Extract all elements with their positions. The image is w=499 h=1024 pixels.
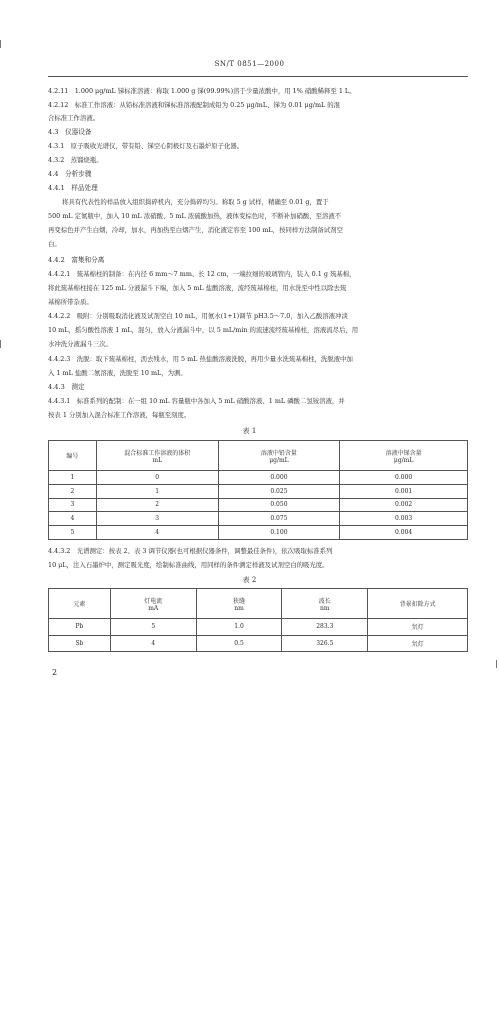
para-4-4-1-line3: 再变棕色并产生白烟，冷却，加水，再加热至白烟产生，消化液定容至 100 mL，按同样方法制备试剂空 xyxy=(48,226,343,234)
table-cell: 0.025 xyxy=(218,484,340,498)
table-1-header-row xyxy=(49,441,468,471)
table-cell: Pb xyxy=(49,619,111,636)
table-cell: 1 xyxy=(96,484,218,498)
table-row xyxy=(49,484,468,498)
table-cell: 0.050 xyxy=(218,498,340,512)
table-1-header-sb: 溶液中锑含量 μg/mL xyxy=(340,441,468,471)
table-cell: 2 xyxy=(49,484,97,498)
table-cell: 0.100 xyxy=(218,526,340,540)
table-row xyxy=(49,498,468,512)
header-rule xyxy=(48,76,468,77)
section-4-4-1-heading: 4.4.1 样品处理 xyxy=(48,184,98,192)
table-cell: 5 xyxy=(110,619,196,636)
clause-4-4-2-3-line2: 入 1 mL 盐酸二氨溶液，洗脱至 10 mL，为测。 xyxy=(48,369,187,377)
clause-4-4-3-1-line1: 4.4.3.1 标准系列的配制：在一组 10 mL 容量瓶中各加入 5 mL 硝酸溶液、1 mL 磷酸二氢铵溶液，并 xyxy=(48,397,345,405)
table-cell: 0.000 xyxy=(218,471,340,485)
clause-4-4-2-2-line1: 4.4.2.2 吸附：分别吸取消化液及试剂空白 10 mL，用氨水(1+1)调节 pH3.5～7.0，加入乙酸溶液冲淡 xyxy=(48,312,348,320)
standard-number-header: SN/T 0851—2000 xyxy=(214,60,285,68)
table-cell: Sb xyxy=(49,635,111,652)
table-cell: 0.075 xyxy=(218,512,340,526)
table-cell: 283.3 xyxy=(282,619,368,636)
clause-4-3-2: 4.3.2 蒸馏烧瓶。 xyxy=(48,156,103,164)
table-cell: 3 xyxy=(49,498,97,512)
table-row xyxy=(49,619,468,636)
section-4-4-heading: 4.4 分析步骤 xyxy=(48,170,92,178)
table-cell: 氘灯 xyxy=(368,635,468,652)
table-2-header-row xyxy=(49,589,468,619)
margin-mark xyxy=(0,40,1,48)
section-4-4-2-heading: 4.4.2 富集和分离 xyxy=(48,256,105,264)
table-cell: 1 xyxy=(49,471,97,485)
para-4-4-1-line1: 将具有代表性的样品放入组织捣碎机内，充分捣碎均匀。称取 5 g 试样，精确至 0.01 g，置于 xyxy=(62,198,329,206)
table-cell: 0.5 xyxy=(196,635,282,652)
table-cell: 0.002 xyxy=(340,498,468,512)
table-row xyxy=(49,526,468,540)
table-cell: 1.0 xyxy=(196,619,282,636)
table-cell: 0 xyxy=(96,471,218,485)
table-cell: 2 xyxy=(96,498,218,512)
table-2-header-element: 元素 xyxy=(49,589,111,619)
table-cell: 0.001 xyxy=(340,484,468,498)
table-cell: 4 xyxy=(49,512,97,526)
table-1-header-volume: 混合标准工作溶液的体积 mL xyxy=(96,441,218,471)
table-cell: 4 xyxy=(110,635,196,652)
table-2-header-lamp-current: 灯电流 mA xyxy=(110,589,196,619)
clause-4-3-1: 4.3.1 原子吸收光谱仪，带有铅、锑空心阴极灯及石墨炉原子化器。 xyxy=(48,142,244,150)
clause-4-2-11: 4.2.11 1.000 μg/mL 锑标准溶液：称取 1.000 g 锑(99.99%)溶于少量浓酸中，用 1% 硝酸稀释至 1 L。 xyxy=(48,87,356,95)
table-1-header-no: 编号 xyxy=(49,441,97,471)
clause-4-2-12-cont: 合标准工作溶液。 xyxy=(48,114,100,122)
table-cell: 4 xyxy=(96,526,218,540)
table-cell: 氘灯 xyxy=(368,619,468,636)
margin-mark xyxy=(0,340,1,348)
clause-4-4-2-3-line1: 4.4.2.3 洗脱：取下巯基棉柱，沥去残水，用 5 mL 热盐酸溶液洗脱，再用少量水洗巯基棉柱，洗脱液中加 xyxy=(48,355,353,363)
clause-4-4-3-2-line2: 10 μL，注入石墨炉中，测定吸光度，绘制标准曲线，用同样的条件测定样液及试剂空白的吸光度。 xyxy=(48,561,329,569)
clause-4-4-2-1-line3: 基棉所带杂质。 xyxy=(48,298,93,306)
table-1 xyxy=(48,440,468,540)
table-1-caption: 表 1 xyxy=(242,427,257,435)
clause-4-4-2-2-line3: 水冲洗分液漏斗三次。 xyxy=(48,340,112,348)
table-2-caption: 表 2 xyxy=(242,576,257,584)
section-4-4-3-heading: 4.4.3 测定 xyxy=(48,383,85,391)
para-4-4-1-line4: 白。 xyxy=(48,240,61,248)
table-cell: 0.004 xyxy=(340,526,468,540)
table-cell: 5 xyxy=(49,526,97,540)
table-cell: 0.000 xyxy=(340,471,468,485)
clause-4-4-2-2-line2: 10 mL，摇匀酸性溶液 1 mL，混匀，放入分液漏斗中，以 5 mL/min 的流速流经巯基棉柱，溶液流尽后，用 xyxy=(48,326,359,334)
table-row xyxy=(49,512,468,526)
table-2 xyxy=(48,588,468,652)
margin-mark xyxy=(496,660,497,668)
table-2-header-slit: 狭缝 nm xyxy=(196,589,282,619)
table-row xyxy=(49,635,468,652)
table-2-header-background: 背景扣除方式 xyxy=(368,589,468,619)
clause-4-4-2-1-line1: 4.4.2.1 巯基棉柱的制备：在内径 6 mm～7 mm、长 12 cm，一端拉细的玻璃管内，装入 0.1 g 巯基棉， xyxy=(48,270,356,278)
page-number: 2 xyxy=(52,668,58,677)
clause-4-2-12: 4.2.12 标准工作溶液：从铅标准溶液和锑标准溶液配制成铅为 0.25 μg/mL、锑为 0.01 μg/mL 的混 xyxy=(48,101,341,109)
table-cell: 3 xyxy=(96,512,218,526)
para-4-4-1-line2: 500 mL 定氮瓶中，加入 10 mL 浓硝酸、5 mL 浓硫酸加热，液体变棕色时，不断补加硝酸，至溶液不 xyxy=(48,212,342,220)
table-cell: 326.5 xyxy=(282,635,368,652)
table-2-header-wavelength: 波长 nm xyxy=(282,589,368,619)
table-cell: 0.003 xyxy=(340,512,468,526)
clause-4-4-3-2-line1: 4.4.3.2 光谱测定：按表 2、表 3 调节仪器(也可根据仪器条件，调整最佳条件)，依次吸取标准系列 xyxy=(48,547,333,555)
table-row xyxy=(49,471,468,485)
section-4-3-heading: 4.3 仪器设备 xyxy=(48,128,92,136)
clause-4-4-3-1-line2: 按表 1 分别加入混合标准工作溶液，每瓶至刻度。 xyxy=(48,411,191,419)
clause-4-4-2-1-line2: 将此巯基棉柱接在 125 mL 分液漏斗下端，加入 5 mL 盐酸溶液，流经巯基棉柱，用水洗至中性以除去巯 xyxy=(48,284,347,292)
table-1-header-pb: 溶液中铅含量 μg/mL xyxy=(218,441,340,471)
